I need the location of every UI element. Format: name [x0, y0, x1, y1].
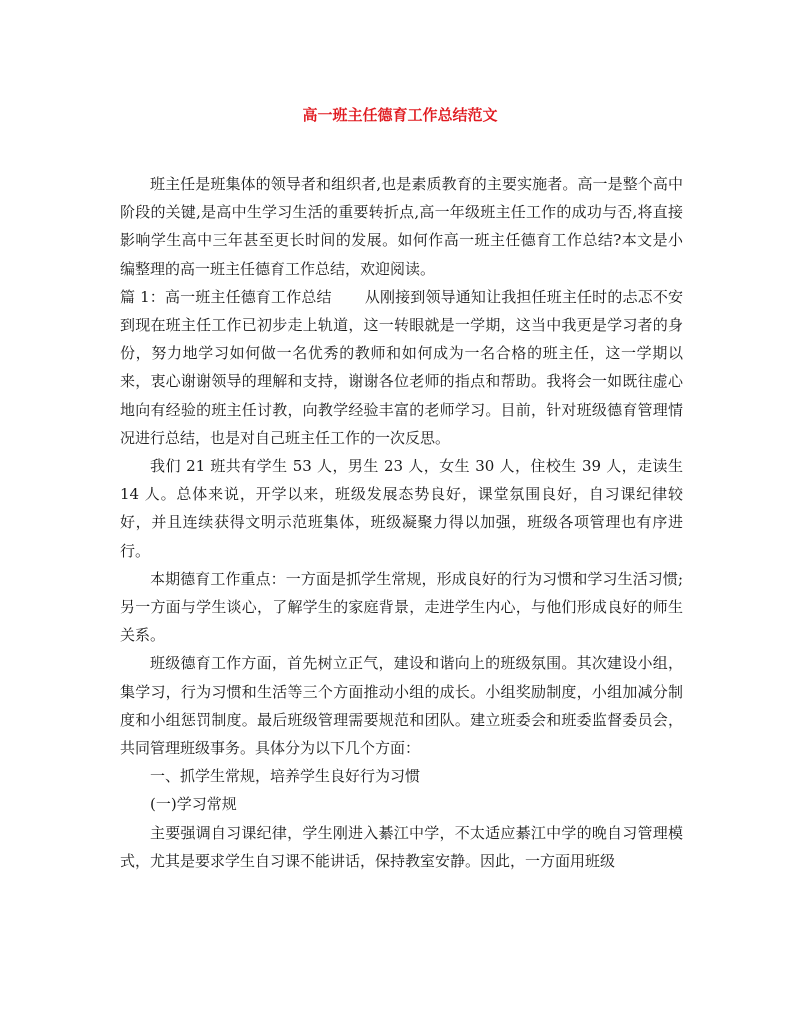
- section-paragraph: [120, 283, 683, 452]
- intro-paragraph: 班主任是班集体的领导者和组织者,也是素质教育的主要实施者。高一是整个高中阶段的关键,是高中生学习生活的重要转折点,高一年级班主任工作的成功与否,将直接影响学生高中三年甚至更长时间的发展。如何作高一班主任德育工作总结?本文是小编整理的高一班主任德育工作总结，欢迎阅读。: [120, 175, 683, 278]
- focus-paragraph: 本期德育工作重点：一方面是抓学生常规，形成良好的行为习惯和学习生活习惯;另一方面与学生谈心，了解学生的家庭背景，走进学生内心，与他们形成良好的师生关系。: [120, 569, 683, 645]
- section-heading: 篇 1：高一班主任德育工作总结: [120, 287, 332, 306]
- document-title: 高一班主任德育工作总结范文: [302, 106, 498, 124]
- heading-one: 一、抓学生常规，培养学生良好行为习惯: [150, 767, 421, 786]
- class-stats-paragraph: 我们 21 班共有学生 53 人，男生 23 人，女生 30 人，住校生 39 人，走读生 14 人。总体来说，开学以来，班级发展态势良好，课堂氛围良好，自习课纪律较好，并且连续获得文明示范班集体，班级凝聚力得以加强，班级各项管理也有序进行。: [120, 457, 683, 560]
- heading-sub: (一)学习常规: [150, 795, 237, 814]
- section-first-paragraph-text: 从刚接到领导通知让我担任班主任时的忐忑不安到现在班主任工作已初步走上轨道，这一转眼就是一学期，这当中我更是学习者的身份，努力地学习如何做一名优秀的教师和如何成为一名合格的班主任，这一学期以来，衷心谢谢领导的理解和支持，谢谢各位老师的指点和帮助。我将会一如既往虚心地向有经验的班主任讨教，向教学经验丰富的老师学习。目前，针对班级德育管理情况进行总结，也是对自己班主任工作的一次反思。: [120, 287, 683, 447]
- study-paragraph: 主要强调自习课纪律，学生刚进入綦江中学，不太适应綦江中学的晚自习管理模式，尤其是要求学生自习课不能讲话，保持教室安静。因此，一方面用班级: [120, 823, 683, 870]
- method-paragraph: 班级德育工作方面，首先树立正气，建设和谐向上的班级氛围。其次建设小组，集学习，行为习惯和生活等三个方面推动小组的成长。小组奖励制度，小组加减分制度和小组惩罚制度。最后班级管理需要规范和团队。建立班委会和班委监督委员会，共同管理班级事务。具体分为以下几个方面：: [120, 654, 683, 758]
- document-body: [120, 170, 683, 875]
